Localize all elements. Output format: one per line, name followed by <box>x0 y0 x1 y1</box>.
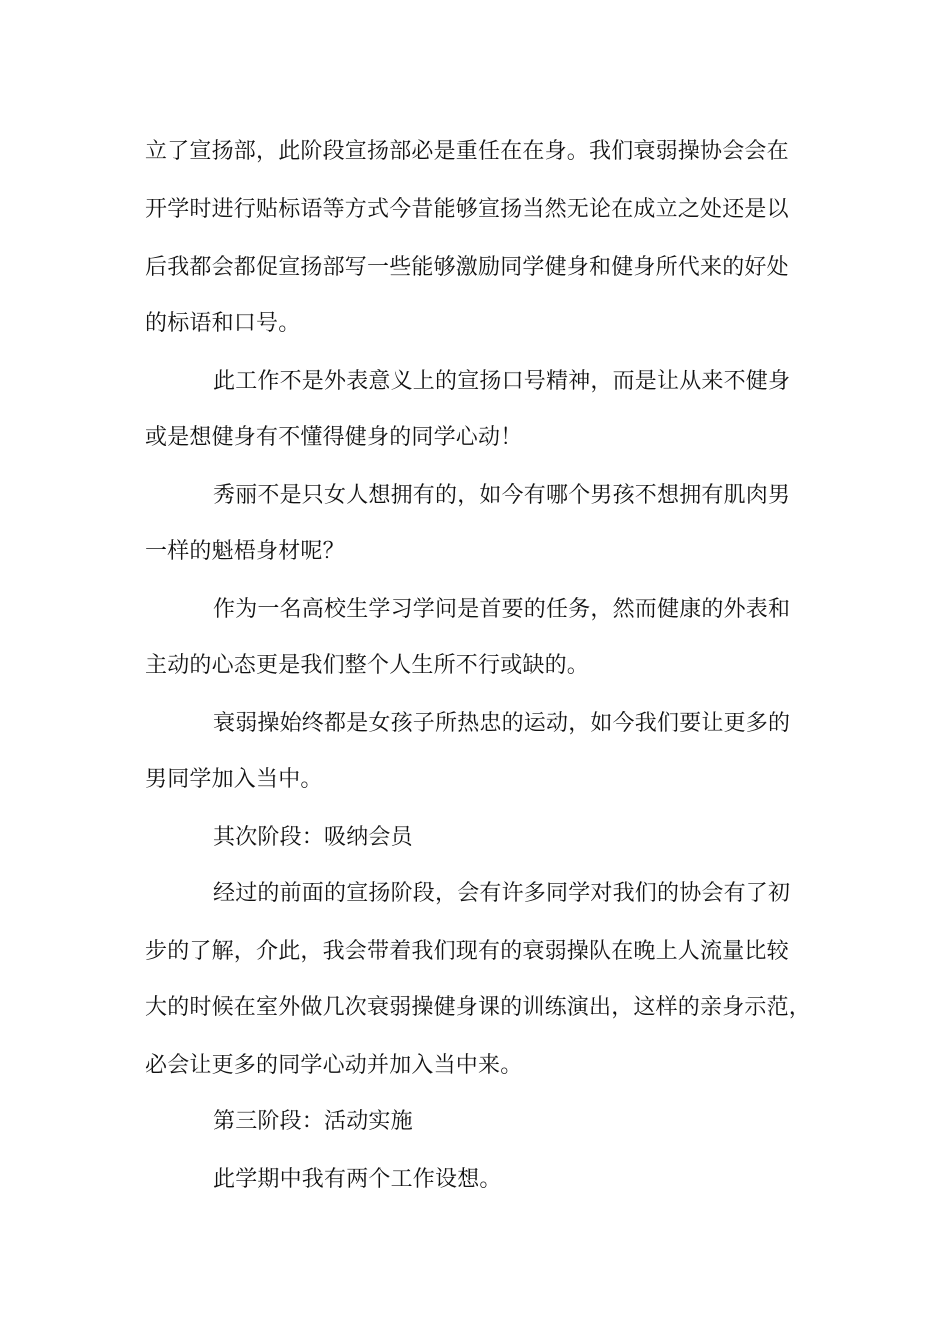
text-line-15: 步的了解，介此，我会带着我们现有的衰弱操队在晚上人流量比较 <box>145 939 789 964</box>
text-line-7: 秀丽不是只女人想拥有的，如今有哪个男孩不想拥有肌肉男 <box>213 483 791 508</box>
text-line-14: 经过的前面的宣扬阶段，会有许多同学对我们的协会有了初 <box>213 881 791 906</box>
text-line-1: 立了宣扬部，此阶段宣扬部必是重任在在身。我们衰弱操协会会在 <box>145 139 789 164</box>
section-heading-stage-2: 其次阶段：吸纳会员 <box>213 825 413 850</box>
text-line-5: 此工作不是外表意义上的宣扬口号精神，而是让从来不健身 <box>213 369 791 394</box>
text-line-10: 主动的心态更是我们整个人生所不行或缺的。 <box>145 653 590 678</box>
text-line-12: 男同学加入当中。 <box>145 767 323 792</box>
text-line-3: 后我都会都促宣扬部写一些能够激励同学健身和健身所代来的好处 <box>145 255 789 280</box>
text-line-8: 一样的魁梧身材呢？ <box>145 539 345 564</box>
text-line-11: 衰弱操始终都是女孩子所热忠的运动，如今我们要让更多的 <box>213 711 791 736</box>
text-line-17: 必会让更多的同学心动并加入当中来。 <box>145 1053 523 1078</box>
text-line-16: 大的时候在室外做几次衰弱操健身课的训练演出，这样的亲身示范， <box>145 995 812 1020</box>
text-line-2: 开学时进行贴标语等方式今昔能够宣扬当然无论在成立之处还是以 <box>145 197 789 222</box>
text-line-4: 的标语和口号。 <box>145 311 301 336</box>
section-heading-stage-3: 第三阶段：活动实施 <box>213 1109 413 1134</box>
text-line-19: 此学期中我有两个工作设想。 <box>213 1167 502 1192</box>
text-line-9: 作为一名高校生学习学问是首要的任务，然而健康的外表和 <box>213 597 791 622</box>
text-line-6: 或是想健身有不懂得健身的同学心动！ <box>145 425 523 450</box>
